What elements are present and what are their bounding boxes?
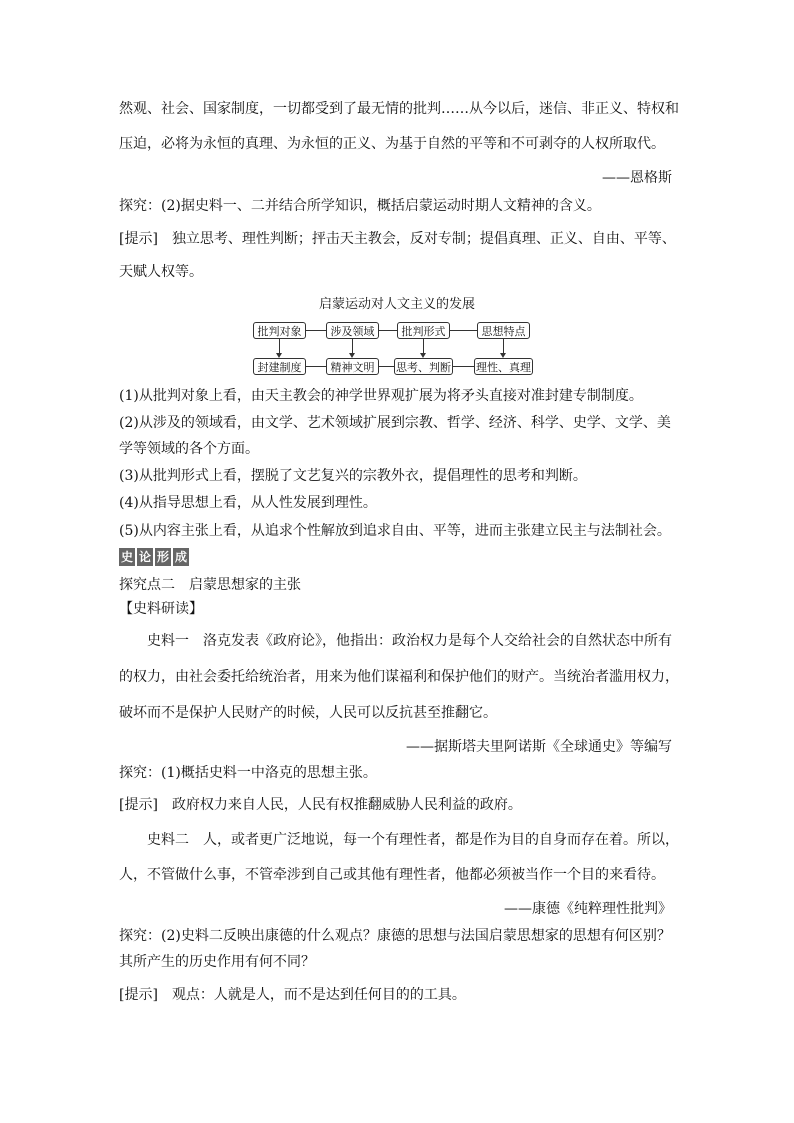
connector — [306, 330, 326, 331]
hint-line: 天赋人权等。 — [119, 264, 203, 280]
diagram-node-top: 批判对象 — [253, 322, 306, 339]
section-heading: 探究点二 启蒙思想家的主张 — [119, 577, 301, 593]
hint-label: [提示] — [119, 231, 158, 247]
material-line: 人，不管做什么事，不管牵涉到自己或其他有理性者，他都必须被当作一个目的来看待。 — [119, 867, 665, 883]
point-line: (5)从内容主张上看，从追求个性解放到追求自由、平等，进而主张建立民主与法制社会。 — [119, 523, 671, 539]
body-line: 然观、社会、国家制度，一切都受到了最无情的批判……从今以后，迷信、非正义、特权和 — [119, 101, 679, 117]
point-line: (4)从指导思想上看，从人性发展到理性。 — [119, 495, 377, 511]
hint-line — [119, 229, 676, 249]
diagram-node-top: 思想特点 — [477, 322, 530, 339]
material-line: 的权力，由社会委托给统治者，用来为他们谋福利和保护他们的财产。当统治者滥用权力， — [119, 669, 679, 685]
diagram-node-bottom: 理性、真理 — [474, 358, 533, 375]
source-attribution: ——据斯塔夫里阿诺斯《全球通史》等编写 — [406, 739, 672, 755]
connector — [450, 330, 477, 331]
badge-char: 史 — [120, 550, 133, 564]
material-line: 破坏而不是保护人民财产的时候，人民可以反抗甚至推翻它。 — [119, 705, 497, 721]
body-line: 压迫，必将为永恒的真理、为永恒的正义、为基于自然的平等和不可剥夺的人权所取代。 — [119, 136, 665, 152]
hint-text: 独立思考、理性判断；抨击天主教会，反对专制；提倡真理、正义、自由、平等、 — [171, 231, 676, 247]
diagram-node-top: 批判形式 — [397, 322, 450, 339]
hint-line — [119, 985, 466, 1005]
badge-char: 论 — [138, 550, 151, 564]
point-line: 学等领域的各个方面。 — [119, 441, 259, 457]
section-badge — [119, 548, 189, 566]
hint-text: 政府权力来自人民，人民有权推翻威胁人民利益的政府。 — [171, 797, 522, 813]
diagram-node-bottom: 封建制度 — [253, 358, 306, 375]
badge-char: 形 — [156, 550, 169, 564]
question: 探究：(2)据史料一、二并结合所学知识，概括启蒙运动时期人文精神的含义。 — [119, 198, 601, 214]
question: 其所产生的历史作用有何不同？ — [119, 954, 315, 970]
source-attribution: ——恩格斯 — [602, 170, 672, 186]
diagram-node-bottom: 精神文明 — [326, 358, 379, 375]
connector — [453, 366, 474, 367]
hint-text: 观点：人就是人，而不是达到任何目的的工具。 — [171, 987, 466, 1003]
question: 探究：(2)史料二反映出康德的什么观点？康德的思想与法国启蒙思想家的思想有何区别？ — [119, 928, 671, 944]
connector — [379, 330, 397, 331]
subheading: 【史料研读】 — [119, 601, 203, 617]
point-line: (2)从涉及的领域看，由文学、艺术领域扩展到宗教、哲学、经济、科学、史学、文学、美 — [119, 415, 671, 431]
connector — [306, 366, 326, 367]
hint-line — [119, 795, 522, 815]
hint-label: [提示] — [119, 987, 158, 1003]
material-line: 史料二 人，或者更广泛地说，每一个有理性者，都是作为目的自身而存在着。所以， — [147, 832, 679, 848]
point-line: (1)从批判对象上看，由天主教会的神学世界观扩展为将矛头直接对准封建专制制度。 — [119, 388, 643, 404]
badge-char: 成 — [174, 550, 187, 564]
material-line: 史料一 洛克发表《政府论》，他指出：政治权力是每个人交给社会的自然状态中所有 — [147, 633, 672, 649]
hint-label: [提示] — [119, 797, 158, 813]
question: 探究：(1)概括史料一中洛克的思想主张。 — [119, 765, 377, 781]
connector — [379, 366, 394, 367]
source-attribution: ——康德《纯粹理性批判》 — [504, 901, 672, 917]
diagram-node-bottom: 思考、判断 — [394, 358, 453, 375]
point-line: (3)从批判形式上看，摆脱了文艺复兴的宗教外衣，提倡理性的思考和判断。 — [119, 468, 587, 484]
diagram-title: 启蒙运动对人文主义的发展 — [318, 297, 475, 312]
diagram-node-top: 涉及领域 — [326, 322, 379, 339]
